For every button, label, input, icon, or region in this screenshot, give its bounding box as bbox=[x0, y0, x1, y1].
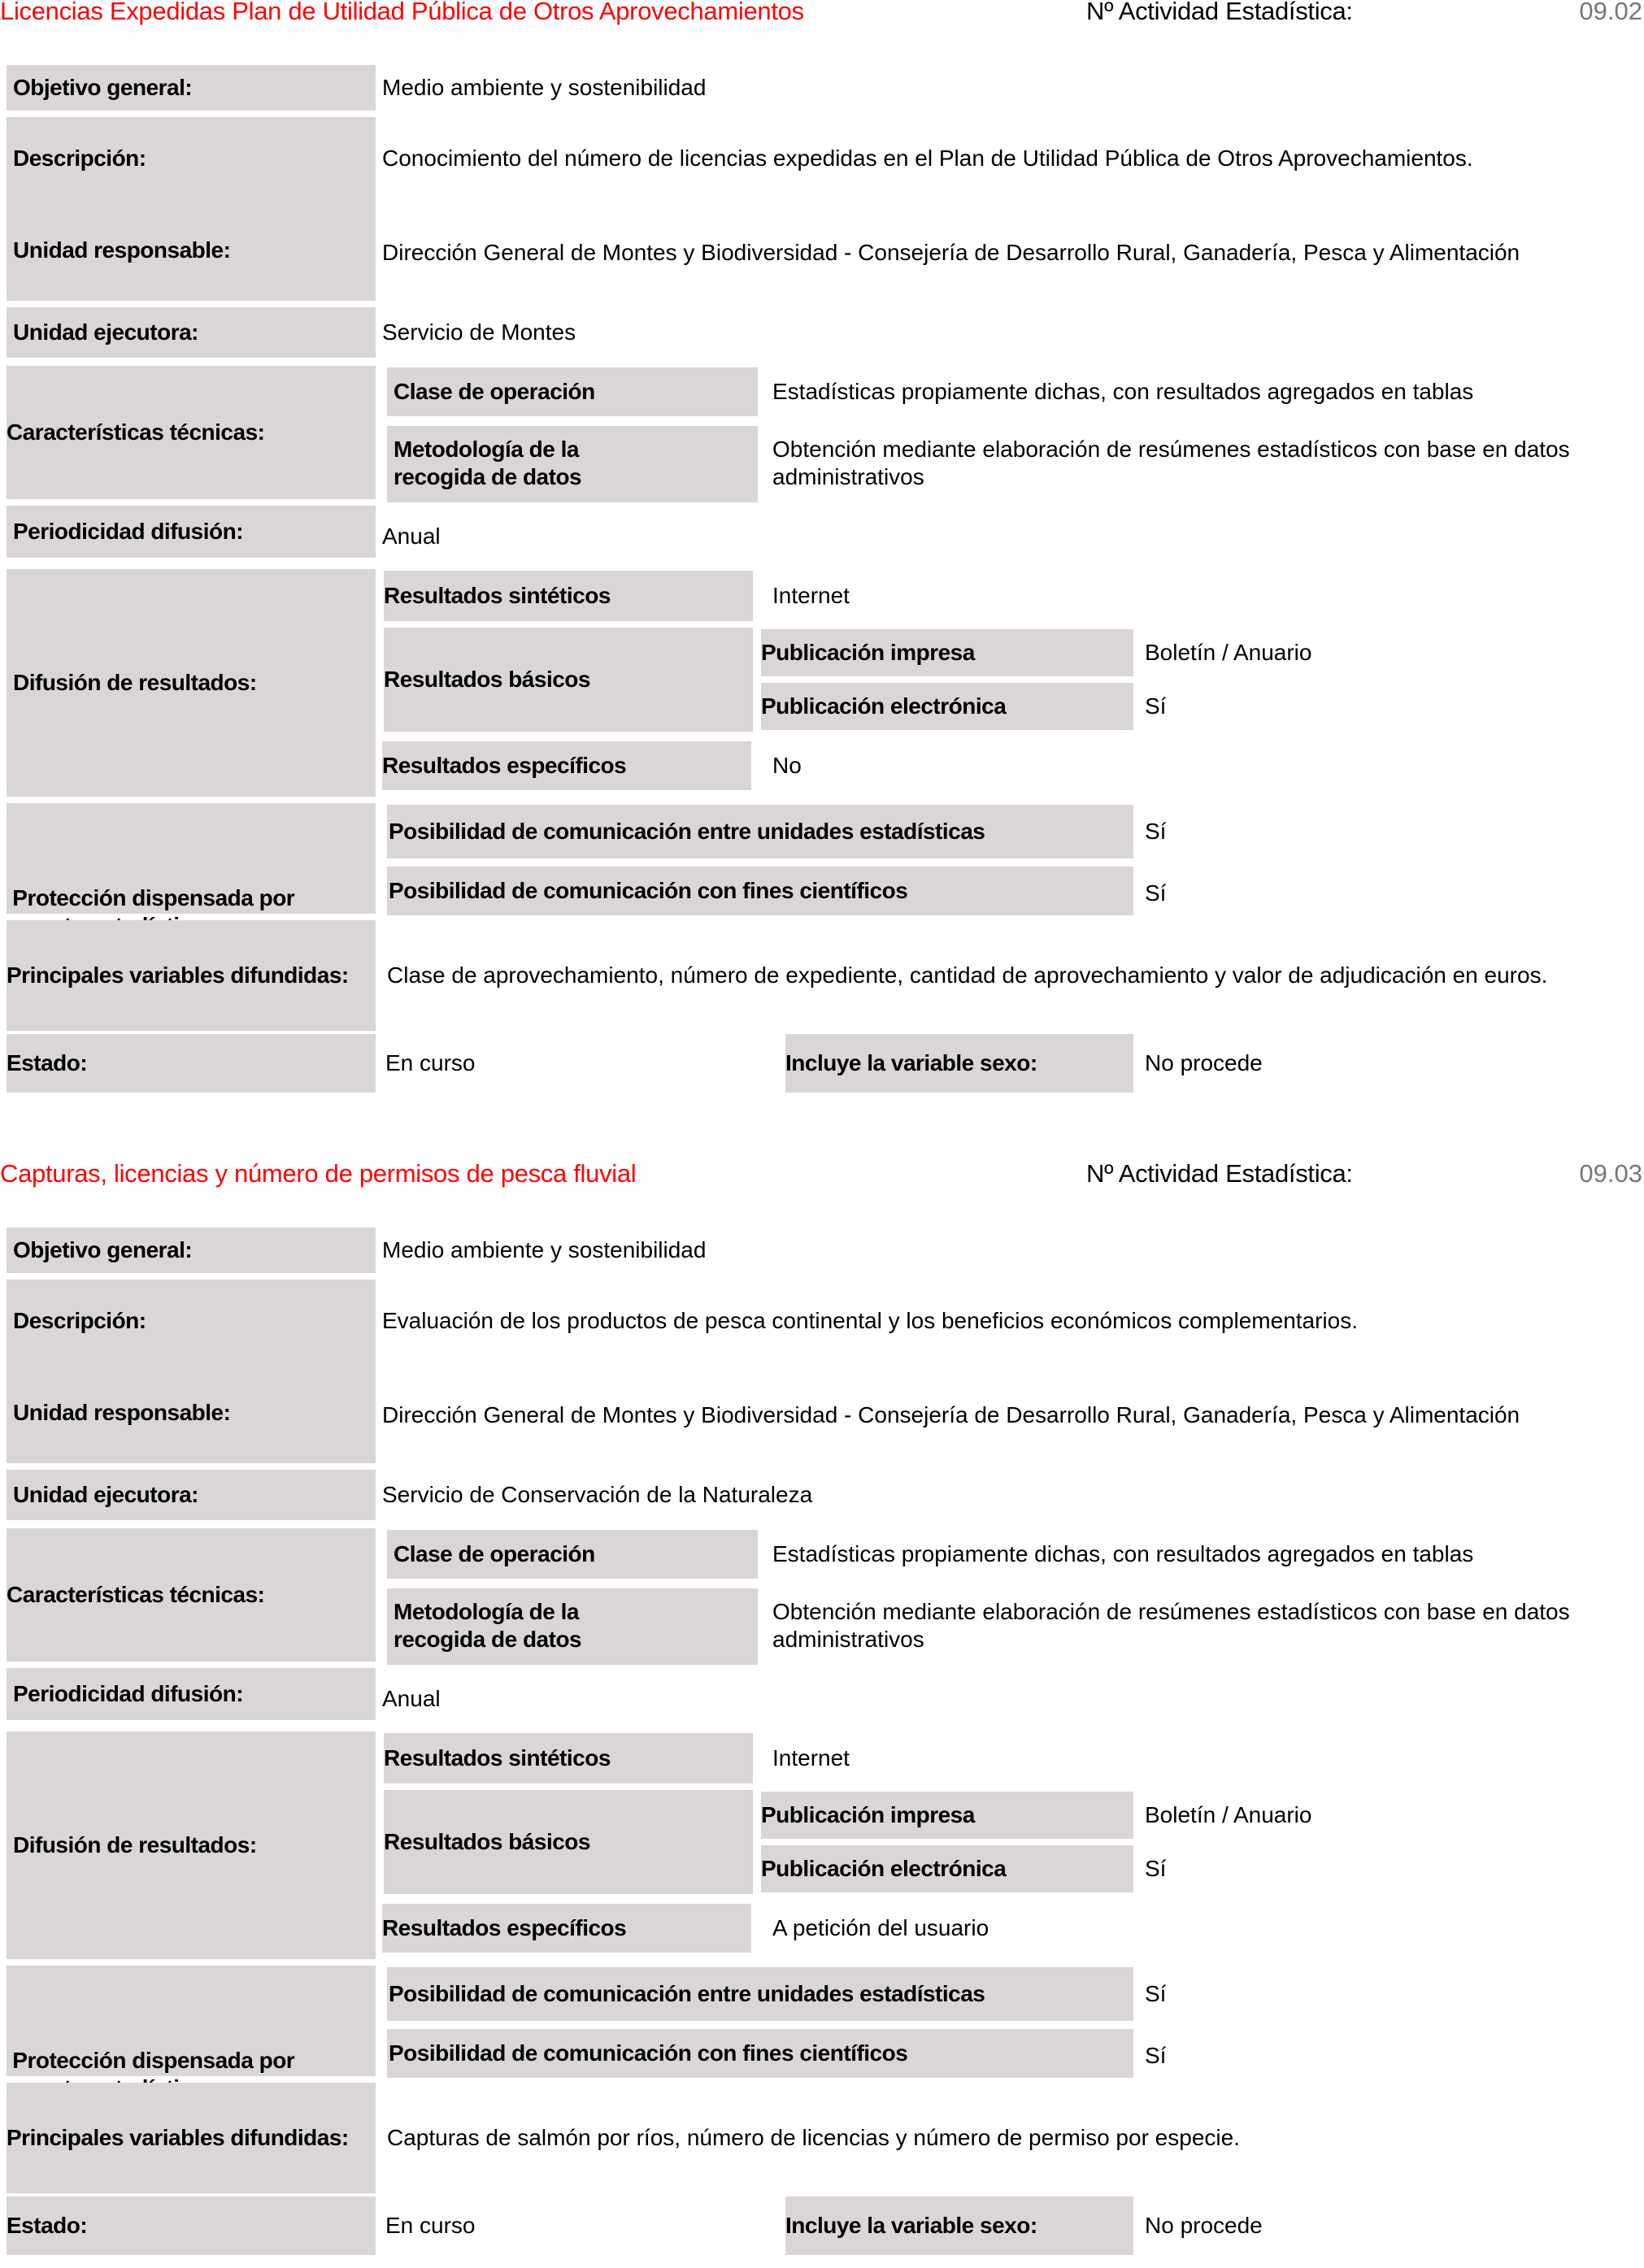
sinteticos-value: Internet bbox=[772, 583, 850, 608]
pub-impresa-label: Publicación impresa bbox=[761, 629, 1133, 676]
unidad-responsable-value: Dirección General de Montes y Biodiversidad - Consejería de Desarrollo Rural, Ganadería, Pesca y Alimentación bbox=[382, 240, 1520, 265]
estado-value: En curso bbox=[385, 2213, 476, 2238]
unidad-ejecutora-label: Unidad ejecutora: bbox=[7, 307, 376, 358]
difusion-label: Difusión de resultados: bbox=[7, 569, 376, 797]
sexo-value: No procede bbox=[1145, 1050, 1263, 1075]
descripcion-label: Descripción: bbox=[7, 1280, 376, 1362]
sexo-label: Incluye la variable sexo: bbox=[785, 2196, 1133, 2255]
variables-label: Principales variables difundidas: bbox=[7, 2083, 376, 2193]
pub-electronica-label: Publicación electrónica bbox=[761, 1845, 1133, 1892]
proteccion-label: Protección dispensada por bbox=[7, 803, 376, 914]
activity-number-label: Nº Actividad Estadística: bbox=[1086, 1159, 1353, 1188]
activity-title: Capturas, licencias y número de permisos de pesca fluvial bbox=[0, 1159, 637, 1188]
pub-impresa-value: Boletín / Anuario bbox=[1145, 640, 1312, 665]
unidad-responsable-label: Unidad responsable: bbox=[7, 200, 376, 301]
variables-label: Principales variables difundidas: bbox=[7, 920, 376, 1031]
unidad-ejecutora-value: Servicio de Conservación de la Naturaleza bbox=[382, 1482, 813, 1507]
unidad-responsable-label: Unidad responsable: bbox=[7, 1362, 376, 1463]
especificos-label: Resultados específicos bbox=[382, 1904, 751, 1953]
sinteticos-label: Resultados sintéticos bbox=[384, 1733, 753, 1784]
especificos-value: A petición del usuario bbox=[772, 1915, 989, 1940]
sexo-value: No procede bbox=[1145, 2213, 1263, 2238]
caracteristicas-label: Características técnicas: bbox=[7, 1528, 376, 1662]
clase-operacion-value: Estadísticas propiamente dichas, con resultados agregados en tablas bbox=[772, 1541, 1474, 1566]
periodicidad-label: Periodicidad difusión: bbox=[7, 506, 376, 558]
variables-value: Capturas de salmón por ríos, número de licencias y número de permiso por especie. bbox=[387, 2125, 1240, 2150]
clase-operacion-label: Clase de operación bbox=[387, 367, 758, 416]
pub-impresa-value: Boletín / Anuario bbox=[1145, 1802, 1312, 1827]
periodicidad-label: Periodicidad difusión: bbox=[7, 1668, 376, 1720]
com-unidades-label: Posibilidad de comunicación entre unidades estadísticas bbox=[387, 1967, 1133, 2021]
statistical-activity-card bbox=[0, 0, 1644, 1106]
metodologia-value: Obtención mediante elaboración de resúmenes estadísticos con base en datos administrativos bbox=[772, 437, 1570, 489]
metodologia-label: Metodología de la recogida de datos bbox=[387, 426, 758, 502]
objetivo-label: Objetivo general: bbox=[7, 65, 376, 111]
clase-operacion-value: Estadísticas propiamente dichas, con resultados agregados en tablas bbox=[772, 379, 1474, 404]
sexo-label: Incluye la variable sexo: bbox=[785, 1034, 1133, 1093]
periodicidad-value: Anual bbox=[382, 524, 441, 549]
metodologia-value: Obtención mediante elaboración de resúmenes estadísticos con base en datos administrativos bbox=[772, 1599, 1570, 1652]
difusion-label: Difusión de resultados: bbox=[7, 1731, 376, 1959]
com-cientificos-value: Sí bbox=[1145, 880, 1167, 906]
estado-label: Estado: bbox=[7, 1034, 376, 1093]
activity-title: Licencias Expedidas Plan de Utilidad Pública de Otros Aprovechamientos bbox=[0, 0, 804, 25]
pub-electronica-value: Sí bbox=[1145, 1856, 1167, 1881]
descripcion-value: Evaluación de los productos de pesca continental y los beneficios económicos complementarios. bbox=[382, 1308, 1359, 1333]
com-cientificos-label: Posibilidad de comunicación con fines científicos bbox=[387, 2029, 1133, 2078]
sinteticos-value: Internet bbox=[772, 1745, 850, 1771]
proteccion-label: Protección dispensada por bbox=[7, 1966, 376, 2076]
pub-impresa-label: Publicación impresa bbox=[761, 1792, 1133, 1839]
especificos-label: Resultados específicos bbox=[382, 741, 751, 790]
clase-operacion-label: Clase de operación bbox=[387, 1530, 758, 1579]
com-cientificos-label: Posibilidad de comunicación con fines científicos bbox=[387, 867, 1133, 915]
sinteticos-label: Resultados sintéticos bbox=[384, 571, 753, 621]
com-unidades-label: Posibilidad de comunicación entre unidades estadísticas bbox=[387, 805, 1133, 858]
especificos-value: No bbox=[772, 753, 802, 778]
variables-value: Clase de aprovechamiento, número de expediente, cantidad de aprovechamiento y valor de adjudicación en euros. bbox=[387, 962, 1548, 988]
pub-electronica-label: Publicación electrónica bbox=[761, 683, 1133, 730]
unidad-responsable-value: Dirección General de Montes y Biodiversidad - Consejería de Desarrollo Rural, Ganadería, Pesca y Alimentación bbox=[382, 1402, 1520, 1427]
periodicidad-value: Anual bbox=[382, 1686, 441, 1711]
com-unidades-value: Sí bbox=[1145, 1981, 1167, 2006]
activity-number: 09.02 bbox=[1579, 0, 1642, 25]
caracteristicas-label: Características técnicas: bbox=[7, 366, 376, 499]
unidad-ejecutora-label: Unidad ejecutora: bbox=[7, 1470, 376, 1520]
pub-electronica-value: Sí bbox=[1145, 693, 1167, 719]
objetivo-label: Objetivo general: bbox=[7, 1227, 376, 1273]
descripcion-label: Descripción: bbox=[7, 117, 376, 200]
metodologia-label: Metodología de la recogida de datos bbox=[387, 1588, 758, 1665]
estado-label: Estado: bbox=[7, 2196, 376, 2255]
basicos-label: Resultados básicos bbox=[384, 628, 753, 732]
com-cientificos-value: Sí bbox=[1145, 2043, 1167, 2068]
objetivo-value: Medio ambiente y sostenibilidad bbox=[382, 75, 707, 100]
com-unidades-value: Sí bbox=[1145, 819, 1167, 844]
objetivo-value: Medio ambiente y sostenibilidad bbox=[382, 1237, 707, 1262]
unidad-ejecutora-value: Servicio de Montes bbox=[382, 319, 576, 345]
basicos-label: Resultados básicos bbox=[384, 1790, 753, 1894]
activity-number-label: Nº Actividad Estadística: bbox=[1086, 0, 1353, 25]
estado-value: En curso bbox=[385, 1050, 476, 1075]
descripcion-value: Conocimiento del número de licencias expedidas en el Plan de Utilidad Pública de Otros Aprovechamientos. bbox=[382, 146, 1473, 171]
activity-number: 09.03 bbox=[1579, 1159, 1642, 1188]
statistical-activity-card bbox=[0, 1159, 1644, 2268]
